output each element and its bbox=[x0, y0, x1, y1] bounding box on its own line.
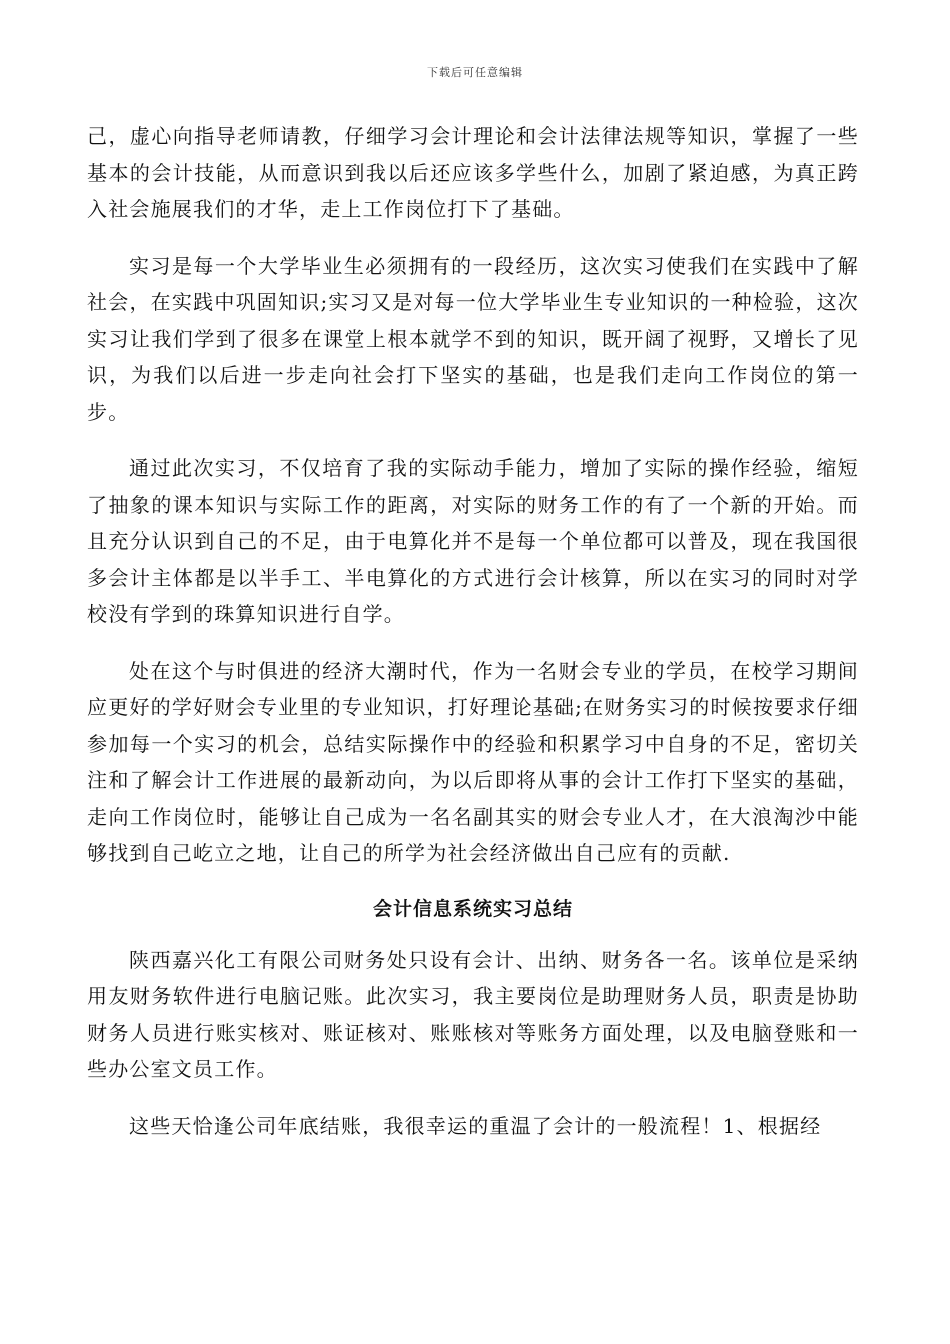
paragraph-practical-skills: 通过此次实习，不仅培育了我的实际动手能力，增加了实际的操作经验，缩短了抽象的课本知识与实际工作的距离，对实际的财务工作的有了一个新的开始。而且充分认识到自己的不足，由于电算化并不是每一个单位都可以普及，现在我国很多会计主体都是以半手工、半电算化的方式进行会计核算，所以在实习的同时对学校没有学到的珠算知识进行自学。 bbox=[87, 456, 859, 626]
page-header-note: 下载后可任意编辑 bbox=[427, 66, 523, 79]
paragraph-company-intro: 陕西嘉兴化工有限公司财务处只设有会计、出纳、财务各一名。该单位是采纳用友财务软件进行电脑记账。此次实习，我主要岗位是助理财务人员，职责是协助财务人员进行账实核对、账证核对、账账核对等账务方面处理，以及电脑登账和一些办公室文员工作。 bbox=[87, 947, 859, 1081]
paragraph-study-advice: 处在这个与时俱进的经济大潮时代，作为一名财会专业的学员，在校学习期间应更好的学好财会专业里的专业知识，打好理论基础;在财务实习的时候按要求仔细参加每一个实习的机会，总结实际操作中的经验和积累学习中自身的不足，密切关注和了解会计工作进展的最新动向，为以后即将从事的会计工作打下坚实的基础，走向工作岗位时，能够让自己成为一名名副其实的财会专业人才，在大浪淘沙中能够找到自己屹立之地，让自己的所学为社会经济做出自己应有的贡献. bbox=[87, 658, 859, 865]
document-body bbox=[87, 118, 859, 1164]
paragraph-continuation: 己，虚心向指导老师请教，仔细学习会计理论和会计法律法规等知识，掌握了一些基本的会计技能，从而意识到我以后还应该多学些什么，加剧了紧迫感，为真正跨入社会施展我们的才华，走上工作岗位打下了基础。 bbox=[87, 124, 859, 221]
paragraph-internship-experience: 实习是每一个大学毕业生必须拥有的一段经历，这次实习使我们在实践中了解社会，在实践中巩固知识;实习又是对每一位大学毕业生专业知识的一种检验，这次实习让我们学到了很多在课堂上根本就学不到的知识，既开阔了视野，又增长了见识，为我们以后进一步走向社会打下坚实的基础，也是我们走向工作岗位的第一步。 bbox=[87, 253, 859, 424]
paragraph-year-end-closing: 这些天恰逢公司年底结账，我很幸运的重温了会计的一般流程！1、根据经 bbox=[129, 1113, 822, 1138]
section-title: 会计信息系统实习总结 bbox=[372, 897, 573, 920]
